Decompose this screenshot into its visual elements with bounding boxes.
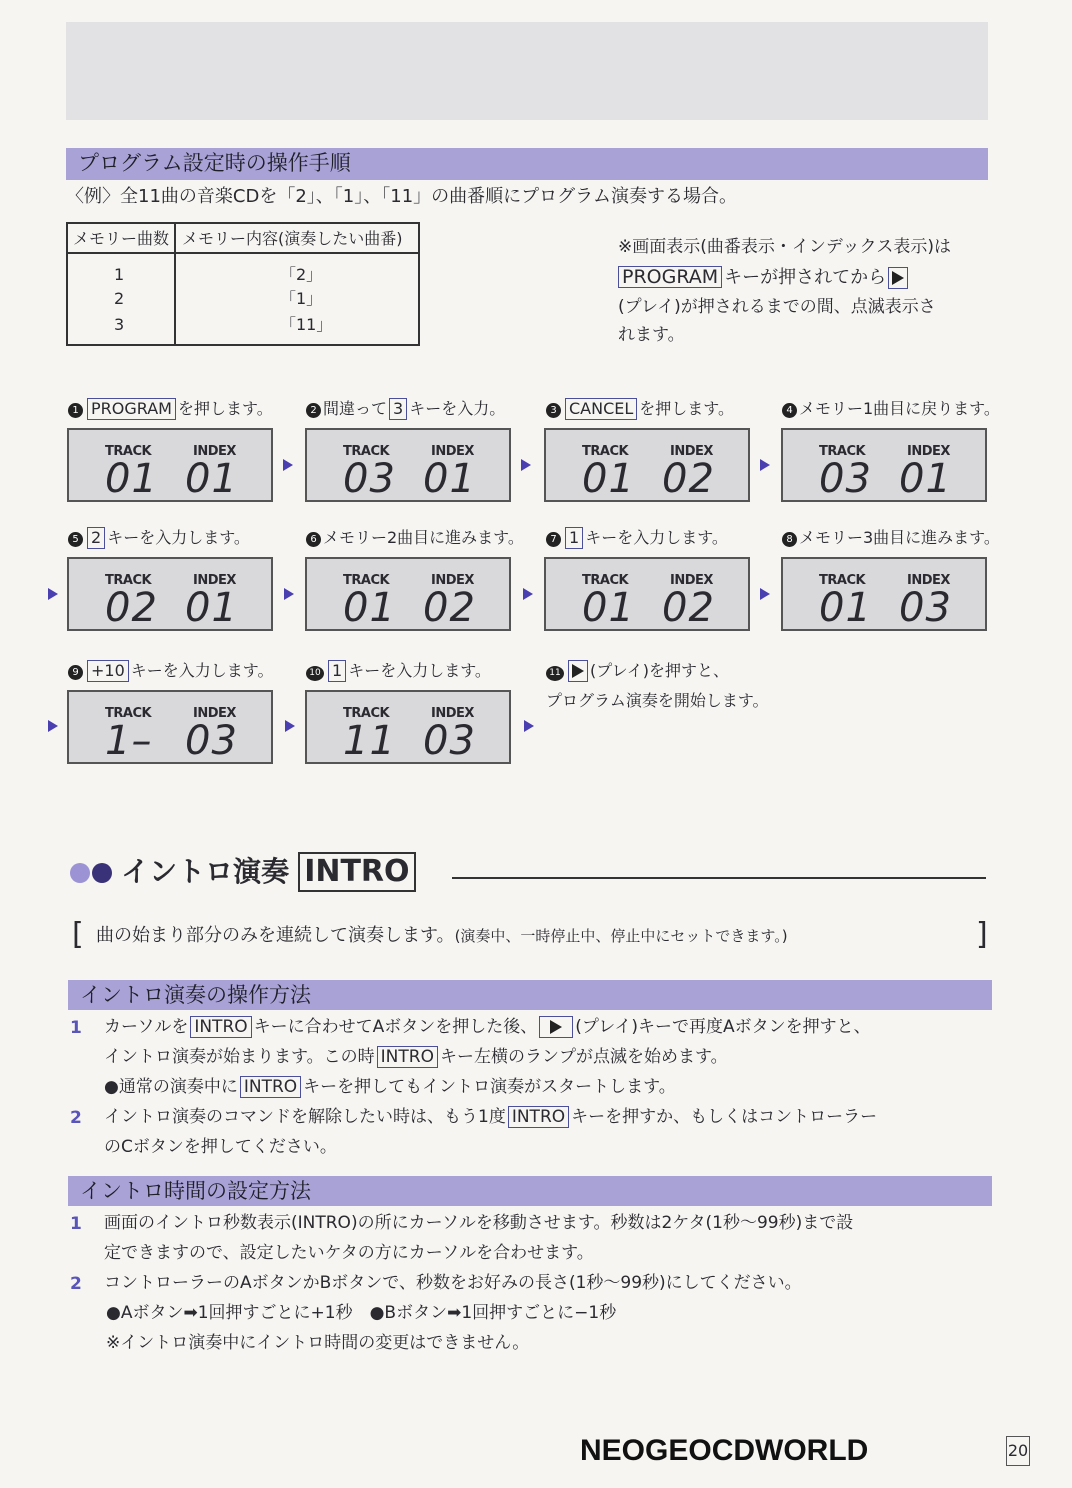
track-value: 02 xyxy=(105,585,158,631)
table-header-count: メモリー曲数 xyxy=(68,224,174,254)
play-icon xyxy=(572,664,584,678)
lcd-display-5 xyxy=(67,557,273,631)
intro-key: INTRO xyxy=(240,1076,301,1098)
text: キーを押すか、もしくはコントローラー xyxy=(571,1107,878,1127)
note-line-2-text: キーが押されてから xyxy=(724,267,887,288)
step-2-label xyxy=(306,398,505,420)
track-label: TRACK xyxy=(343,573,390,588)
step-text: を押します。 xyxy=(639,399,735,418)
lcd-display-2 xyxy=(305,428,511,502)
step-1-label xyxy=(68,398,273,420)
table-row-content: 「11」 xyxy=(280,315,333,334)
play-key xyxy=(568,660,588,682)
step-number: 9 xyxy=(68,665,83,680)
step-number: 8 xyxy=(782,532,797,547)
intro-key: INTRO xyxy=(508,1106,569,1128)
time-1-line-1: 画面のイントロ秒数表示(INTRO)の所にカーソルを移動させます。秒数は2ケタ(1秒〜99秒)まで設 xyxy=(104,1213,854,1233)
text: イントロ演奏のコマンドを解除したい時は、もう1度 xyxy=(104,1107,506,1127)
arrow-icon xyxy=(284,588,294,600)
track-label: TRACK xyxy=(582,444,629,459)
track-label: TRACK xyxy=(582,573,629,588)
step-key: +10 xyxy=(87,660,129,682)
track-value: 01 xyxy=(105,456,158,502)
track-label: TRACK xyxy=(343,706,390,721)
intro-time-header xyxy=(68,1176,992,1206)
lcd-display-10 xyxy=(305,690,511,764)
step-number: 2 xyxy=(70,1274,82,1294)
step-6-label xyxy=(306,527,524,549)
index-label: INDEX xyxy=(907,444,950,459)
track-value: 03 xyxy=(343,456,396,502)
track-label: TRACK xyxy=(819,444,866,459)
lcd-display-9 xyxy=(67,690,273,764)
track-value: 01 xyxy=(582,585,635,631)
howto-2-line-1 xyxy=(104,1106,877,1128)
intro-title xyxy=(70,850,416,894)
lcd-display-6 xyxy=(305,557,511,631)
table-row-num: 2 xyxy=(114,289,125,308)
step-text: キーを入力します。 xyxy=(348,661,491,680)
step-key: 2 xyxy=(87,527,105,549)
lcd-display-4 xyxy=(781,428,987,502)
arrow-icon xyxy=(521,459,531,471)
lcd-display-7 xyxy=(544,557,750,631)
track-value: 01 xyxy=(343,585,396,631)
text: カーソルを xyxy=(104,1017,189,1037)
intro-title-text: イントロ演奏 xyxy=(121,855,290,888)
step-number: 1 xyxy=(70,1214,82,1234)
step-text: キーを入力します。 xyxy=(107,528,250,547)
lcd-display-3 xyxy=(544,428,750,502)
track-value: 01 xyxy=(582,456,635,502)
howto-1-line-2 xyxy=(104,1046,728,1068)
track-label: TRACK xyxy=(819,573,866,588)
track-value: 03 xyxy=(819,456,872,502)
note-line-3: (プレイ)が押されるまでの間、点滅表示さ xyxy=(618,297,936,317)
index-value: 03 xyxy=(423,718,476,764)
index-value: 02 xyxy=(662,456,715,502)
lcd-display-1 xyxy=(67,428,273,502)
text: キーに合わせてAボタンを押した後、 xyxy=(253,1017,538,1037)
note-line-2 xyxy=(616,266,910,289)
note-line-1: ※画面表示(曲番表示・インデックス表示)は xyxy=(618,237,951,257)
step-3-label xyxy=(546,398,734,420)
play-icon xyxy=(550,1020,562,1034)
arrow-icon xyxy=(760,588,770,600)
step-10-label xyxy=(306,660,491,682)
intro-key: INTRO xyxy=(377,1046,438,1068)
step-8-label xyxy=(782,527,1000,549)
index-value: 01 xyxy=(899,456,952,502)
step-number: 4 xyxy=(782,403,797,418)
arrow-icon xyxy=(760,459,770,471)
step-5-label xyxy=(68,527,250,549)
table-divider xyxy=(174,224,176,344)
step-7-label xyxy=(546,527,728,549)
index-label: INDEX xyxy=(670,444,713,459)
step-number: 2 xyxy=(306,403,321,418)
index-label: INDEX xyxy=(907,573,950,588)
page-number: 20 xyxy=(1006,1436,1030,1466)
step-number: 10 xyxy=(306,666,324,681)
footer-brand: NEOGEOCDWORLD xyxy=(580,1434,869,1467)
text: キー左横のランプが点滅を始めます。 xyxy=(439,1047,728,1067)
table-row-content: 「2」 xyxy=(280,265,323,284)
index-value: 02 xyxy=(662,585,715,631)
step-11-line-2: プログラム演奏を開始します。 xyxy=(546,691,769,710)
memory-table xyxy=(66,222,420,346)
howto-2-line-2: のCボタンを押してください。 xyxy=(104,1137,337,1157)
intro-description xyxy=(96,925,788,947)
index-label: INDEX xyxy=(431,444,474,459)
step-number: 11 xyxy=(546,666,564,681)
step-key: CANCEL xyxy=(565,398,637,420)
step-number: 2 xyxy=(70,1108,82,1128)
play-icon xyxy=(892,271,904,285)
step-number: 1 xyxy=(68,403,83,418)
lcd-display-8 xyxy=(781,557,987,631)
time-header-text: イントロ時間の設定方法 xyxy=(80,1179,311,1203)
step-text: キーを入力します。 xyxy=(130,661,274,680)
program-header-text: プログラム設定時の操作手順 xyxy=(78,151,351,175)
index-value: 03 xyxy=(185,718,238,764)
table-row-content: 「1」 xyxy=(280,289,323,308)
step-4-label xyxy=(782,398,1000,420)
program-section-header xyxy=(66,148,988,180)
step-11-label xyxy=(546,660,729,682)
track-label: TRACK xyxy=(105,444,152,459)
text: ●通常の演奏中に xyxy=(104,1077,238,1097)
description-main: 曲の始まり部分のみを連続して演奏します。 xyxy=(96,925,455,946)
step-text: (プレイ)を押すと、 xyxy=(590,661,730,680)
arrow-icon xyxy=(285,720,295,732)
text: キーを押してもイントロ演奏がスタートします。 xyxy=(303,1077,676,1097)
index-label: INDEX xyxy=(431,573,474,588)
program-key: PROGRAM xyxy=(618,266,722,288)
step-number: 6 xyxy=(306,532,321,547)
index-label: INDEX xyxy=(670,573,713,588)
title-rule xyxy=(452,877,986,879)
index-label: INDEX xyxy=(193,706,236,721)
arrow-icon xyxy=(524,720,534,732)
note-line-4: れます。 xyxy=(618,325,685,345)
program-example: 〈例〉全11曲の音楽CDを「2」、「1」、「11」の曲番順にプログラム演奏する場合。 xyxy=(66,186,737,207)
index-value: 01 xyxy=(423,456,476,502)
intro-howto-header xyxy=(68,980,992,1010)
step-number: 3 xyxy=(546,403,561,418)
step-text: メモリー3曲目に進みます。 xyxy=(799,528,1000,547)
bullet-icon xyxy=(70,863,90,883)
track-label: TRACK xyxy=(343,444,390,459)
step-number: 7 xyxy=(546,532,561,547)
arrow-icon xyxy=(48,588,58,600)
bullet-icon xyxy=(92,863,112,883)
index-label: INDEX xyxy=(431,706,474,721)
step-9-label xyxy=(68,660,274,682)
time-2-line-2: ●Aボタン➡1回押すごとに+1秒 ●Bボタン➡1回押すごとに−1秒 xyxy=(106,1303,617,1323)
table-row-num: 1 xyxy=(114,265,125,284)
step-text: メモリー1曲目に戻ります。 xyxy=(799,399,1000,418)
time-1-line-2: 定できますので、設定したいケタの方にカーソルを合わせます。 xyxy=(104,1243,594,1263)
track-value: 1– xyxy=(105,718,153,764)
track-value: 11 xyxy=(343,718,396,764)
play-key xyxy=(888,267,908,289)
description-note: (演奏中、一時停止中、停止中にセットできます。) xyxy=(454,927,788,945)
text: (プレイ)キーで再度Aボタンを押すと、 xyxy=(575,1017,871,1037)
arrow-icon xyxy=(48,720,58,732)
bracket-right: ] xyxy=(976,917,988,952)
play-key xyxy=(539,1016,573,1038)
step-key: 3 xyxy=(389,398,407,420)
arrow-icon xyxy=(523,588,533,600)
time-2-line-3: ※イントロ演奏中にイントロ時間の変更はできません。 xyxy=(106,1333,530,1353)
step-key: 1 xyxy=(565,527,583,549)
table-row-num: 3 xyxy=(114,315,125,334)
index-label: INDEX xyxy=(193,444,236,459)
index-value: 02 xyxy=(423,585,476,631)
table-header-content: メモリー内容(演奏したい曲番) xyxy=(174,224,418,254)
top-band xyxy=(66,22,988,120)
howto-header-text: イントロ演奏の操作方法 xyxy=(80,983,311,1007)
step-number: 1 xyxy=(70,1018,82,1038)
howto-1-line-3 xyxy=(104,1076,676,1098)
text: イントロ演奏が始まります。この時 xyxy=(104,1047,375,1067)
step-text: メモリー2曲目に進みます。 xyxy=(323,528,524,547)
index-label: INDEX xyxy=(193,573,236,588)
intro-key: INTRO xyxy=(190,1016,251,1038)
intro-title-key: INTRO xyxy=(298,852,415,892)
howto-1-line-1 xyxy=(104,1016,871,1038)
track-label: TRACK xyxy=(105,573,152,588)
index-value: 01 xyxy=(185,456,238,502)
arrow-icon xyxy=(283,459,293,471)
step-text: 間違って xyxy=(323,399,388,418)
step-text: を押します。 xyxy=(177,399,273,418)
step-text: キーを入力。 xyxy=(409,399,506,418)
step-key: PROGRAM xyxy=(87,398,176,420)
step-text: キーを入力します。 xyxy=(585,528,728,547)
time-2-line-1: コントローラーのAボタンかBボタンで、秒数をお好みの長さ(1秒〜99秒)にしてください。 xyxy=(104,1273,802,1293)
index-value: 01 xyxy=(185,585,238,631)
step-number: 5 xyxy=(68,532,83,547)
bracket-left: [ xyxy=(72,917,84,952)
step-key: 1 xyxy=(328,660,346,682)
index-value: 03 xyxy=(899,585,952,631)
track-label: TRACK xyxy=(105,706,152,721)
track-value: 01 xyxy=(819,585,872,631)
